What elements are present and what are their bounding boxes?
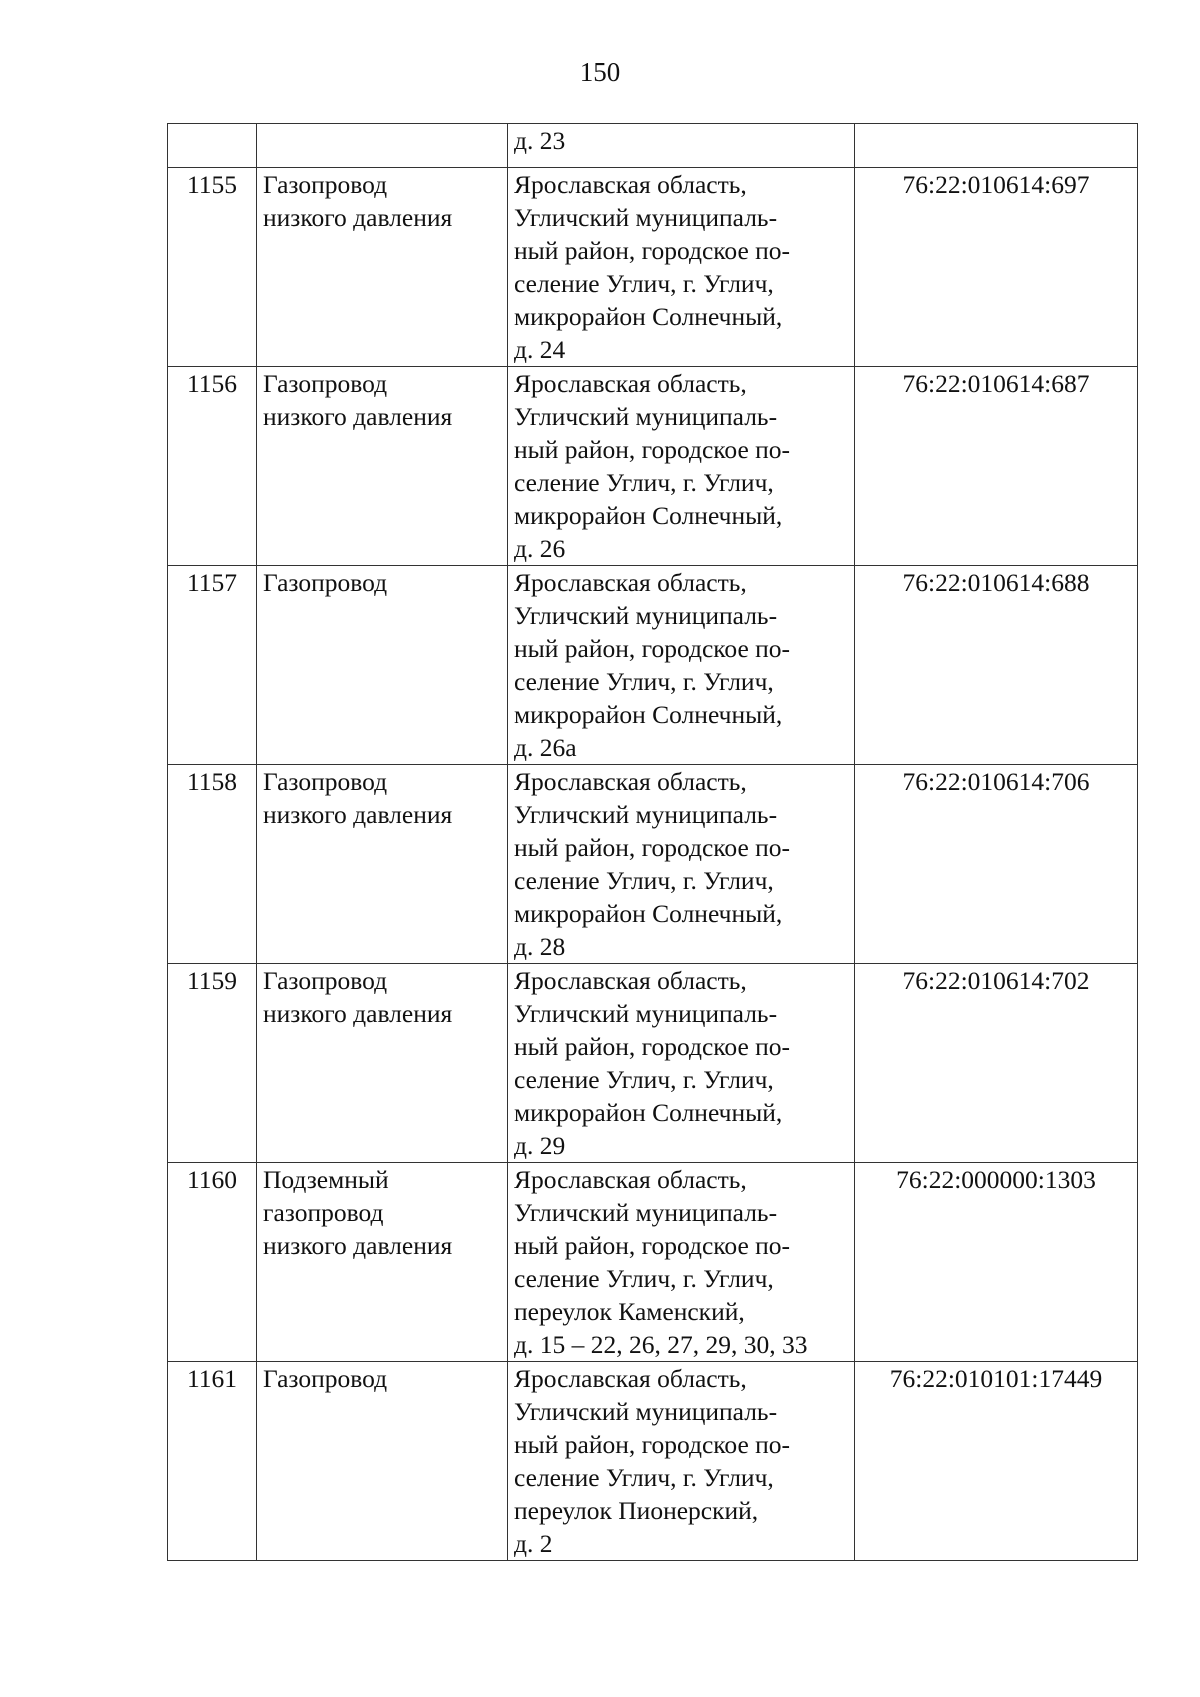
table-row [168, 367, 1138, 566]
address-line: микрорайон Солнечный, [514, 1098, 783, 1127]
address-line: ный район, городское по- [514, 833, 791, 862]
address-line: селение Углич, г. Углич, [514, 866, 774, 895]
object-name-cell [257, 1362, 508, 1561]
row-number-cell: 1156 [168, 367, 257, 566]
address-line: ный район, городское по- [514, 634, 791, 663]
address-line: селение Углич, г. Углич, [514, 1065, 774, 1094]
address-cell [508, 1362, 855, 1561]
object-name-cell [257, 566, 508, 765]
object-name-cell [257, 964, 508, 1163]
table-row [168, 566, 1138, 765]
address-line: д. 26а [514, 733, 577, 762]
address-line: д. 28 [514, 932, 566, 961]
object-name-cell [257, 124, 508, 168]
row-number-cell [168, 124, 257, 168]
object-name-line: Газопровод [263, 1364, 388, 1393]
address-line: Угличский муниципаль- [514, 601, 778, 630]
registry-table-body [168, 124, 1138, 1561]
table-row [168, 1163, 1138, 1362]
address-line: Угличский муниципаль- [514, 999, 778, 1028]
object-name-line: Газопровод [263, 369, 388, 398]
address-line: Ярославская область, [514, 170, 747, 199]
address-line: ный район, городское по- [514, 435, 791, 464]
address-cell [508, 566, 855, 765]
cadastral-number-cell: 76:22:010614:702 [855, 964, 1138, 1163]
address-line: Ярославская область, [514, 568, 747, 597]
row-number-cell: 1161 [168, 1362, 257, 1561]
object-name-line: Газопровод [263, 767, 388, 796]
registry-table [167, 123, 1138, 1561]
address-cell [508, 765, 855, 964]
object-name-line: низкого давления [263, 999, 453, 1028]
address-line: д. 23 [514, 126, 566, 155]
row-number-cell: 1159 [168, 964, 257, 1163]
address-cell [508, 964, 855, 1163]
address-line: Угличский муниципаль- [514, 800, 778, 829]
address-line: микрорайон Солнечный, [514, 501, 783, 530]
address-cell [508, 1163, 855, 1362]
table-row [168, 964, 1138, 1163]
address-line: переулок Пионерский, [514, 1496, 759, 1525]
address-line: селение Углич, г. Углич, [514, 667, 774, 696]
table-row [168, 765, 1138, 964]
address-line: селение Углич, г. Углич, [514, 1264, 774, 1293]
address-cell [508, 124, 855, 168]
address-line: Ярославская область, [514, 767, 747, 796]
object-name-line: низкого давления [263, 203, 453, 232]
address-line: ный район, городское по- [514, 1430, 791, 1459]
address-line: ный район, городское по- [514, 236, 791, 265]
cadastral-number-cell: 76:22:010614:706 [855, 765, 1138, 964]
object-name-line: Газопровод [263, 966, 388, 995]
address-line: микрорайон Солнечный, [514, 899, 783, 928]
cadastral-number-cell: 76:22:010614:688 [855, 566, 1138, 765]
object-name-line: газопровод [263, 1198, 384, 1227]
object-name-cell [257, 765, 508, 964]
object-name-cell [257, 367, 508, 566]
address-line: переулок Каменский, [514, 1297, 745, 1326]
object-name-line: низкого давления [263, 402, 453, 431]
page-number: 150 [579, 57, 621, 87]
address-line: Угличский муниципаль- [514, 1198, 778, 1227]
address-line: д. 2 [514, 1529, 553, 1558]
row-number-cell: 1160 [168, 1163, 257, 1362]
address-line: д. 29 [514, 1131, 566, 1160]
address-line: Ярославская область, [514, 966, 747, 995]
address-line: Угличский муниципаль- [514, 402, 778, 431]
table-row-continuation [168, 124, 1138, 168]
row-number-cell: 1157 [168, 566, 257, 765]
address-line: д. 26 [514, 534, 566, 563]
cadastral-number-cell: 76:22:010614:687 [855, 367, 1138, 566]
address-line: Ярославская область, [514, 1165, 747, 1194]
address-line: микрорайон Солнечный, [514, 700, 783, 729]
cadastral-number-cell: 76:22:000000:1303 [855, 1163, 1138, 1362]
address-cell [508, 168, 855, 367]
address-line: селение Углич, г. Углич, [514, 468, 774, 497]
address-line: Угличский муниципаль- [514, 203, 778, 232]
object-name-line: низкого давления [263, 800, 453, 829]
row-number-cell: 1158 [168, 765, 257, 964]
address-line: д. 24 [514, 335, 566, 364]
object-name-cell [257, 1163, 508, 1362]
object-name-line: Подземный [263, 1165, 389, 1194]
address-line: Ярославская область, [514, 369, 747, 398]
address-cell [508, 367, 855, 566]
address-line: Угличский муниципаль- [514, 1397, 778, 1426]
address-line: микрорайон Солнечный, [514, 302, 783, 331]
address-line: селение Углич, г. Углич, [514, 1463, 774, 1492]
address-line: д. 15 – 22, 26, 27, 29, 30, 33 [514, 1330, 808, 1359]
object-name-line: Газопровод [263, 170, 388, 199]
address-line: ный район, городское по- [514, 1231, 791, 1260]
object-name-cell [257, 168, 508, 367]
table-row [168, 1362, 1138, 1561]
object-name-line: низкого давления [263, 1231, 453, 1260]
object-name-line: Газопровод [263, 568, 388, 597]
row-number-cell: 1155 [168, 168, 257, 367]
address-line: Ярославская область, [514, 1364, 747, 1393]
cadastral-number-cell: 76:22:010614:697 [855, 168, 1138, 367]
cadastral-number-cell: 76:22:010101:17449 [855, 1362, 1138, 1561]
address-line: ный район, городское по- [514, 1032, 791, 1061]
cadastral-number-cell [855, 124, 1138, 168]
address-line: селение Углич, г. Углич, [514, 269, 774, 298]
table-row [168, 168, 1138, 367]
